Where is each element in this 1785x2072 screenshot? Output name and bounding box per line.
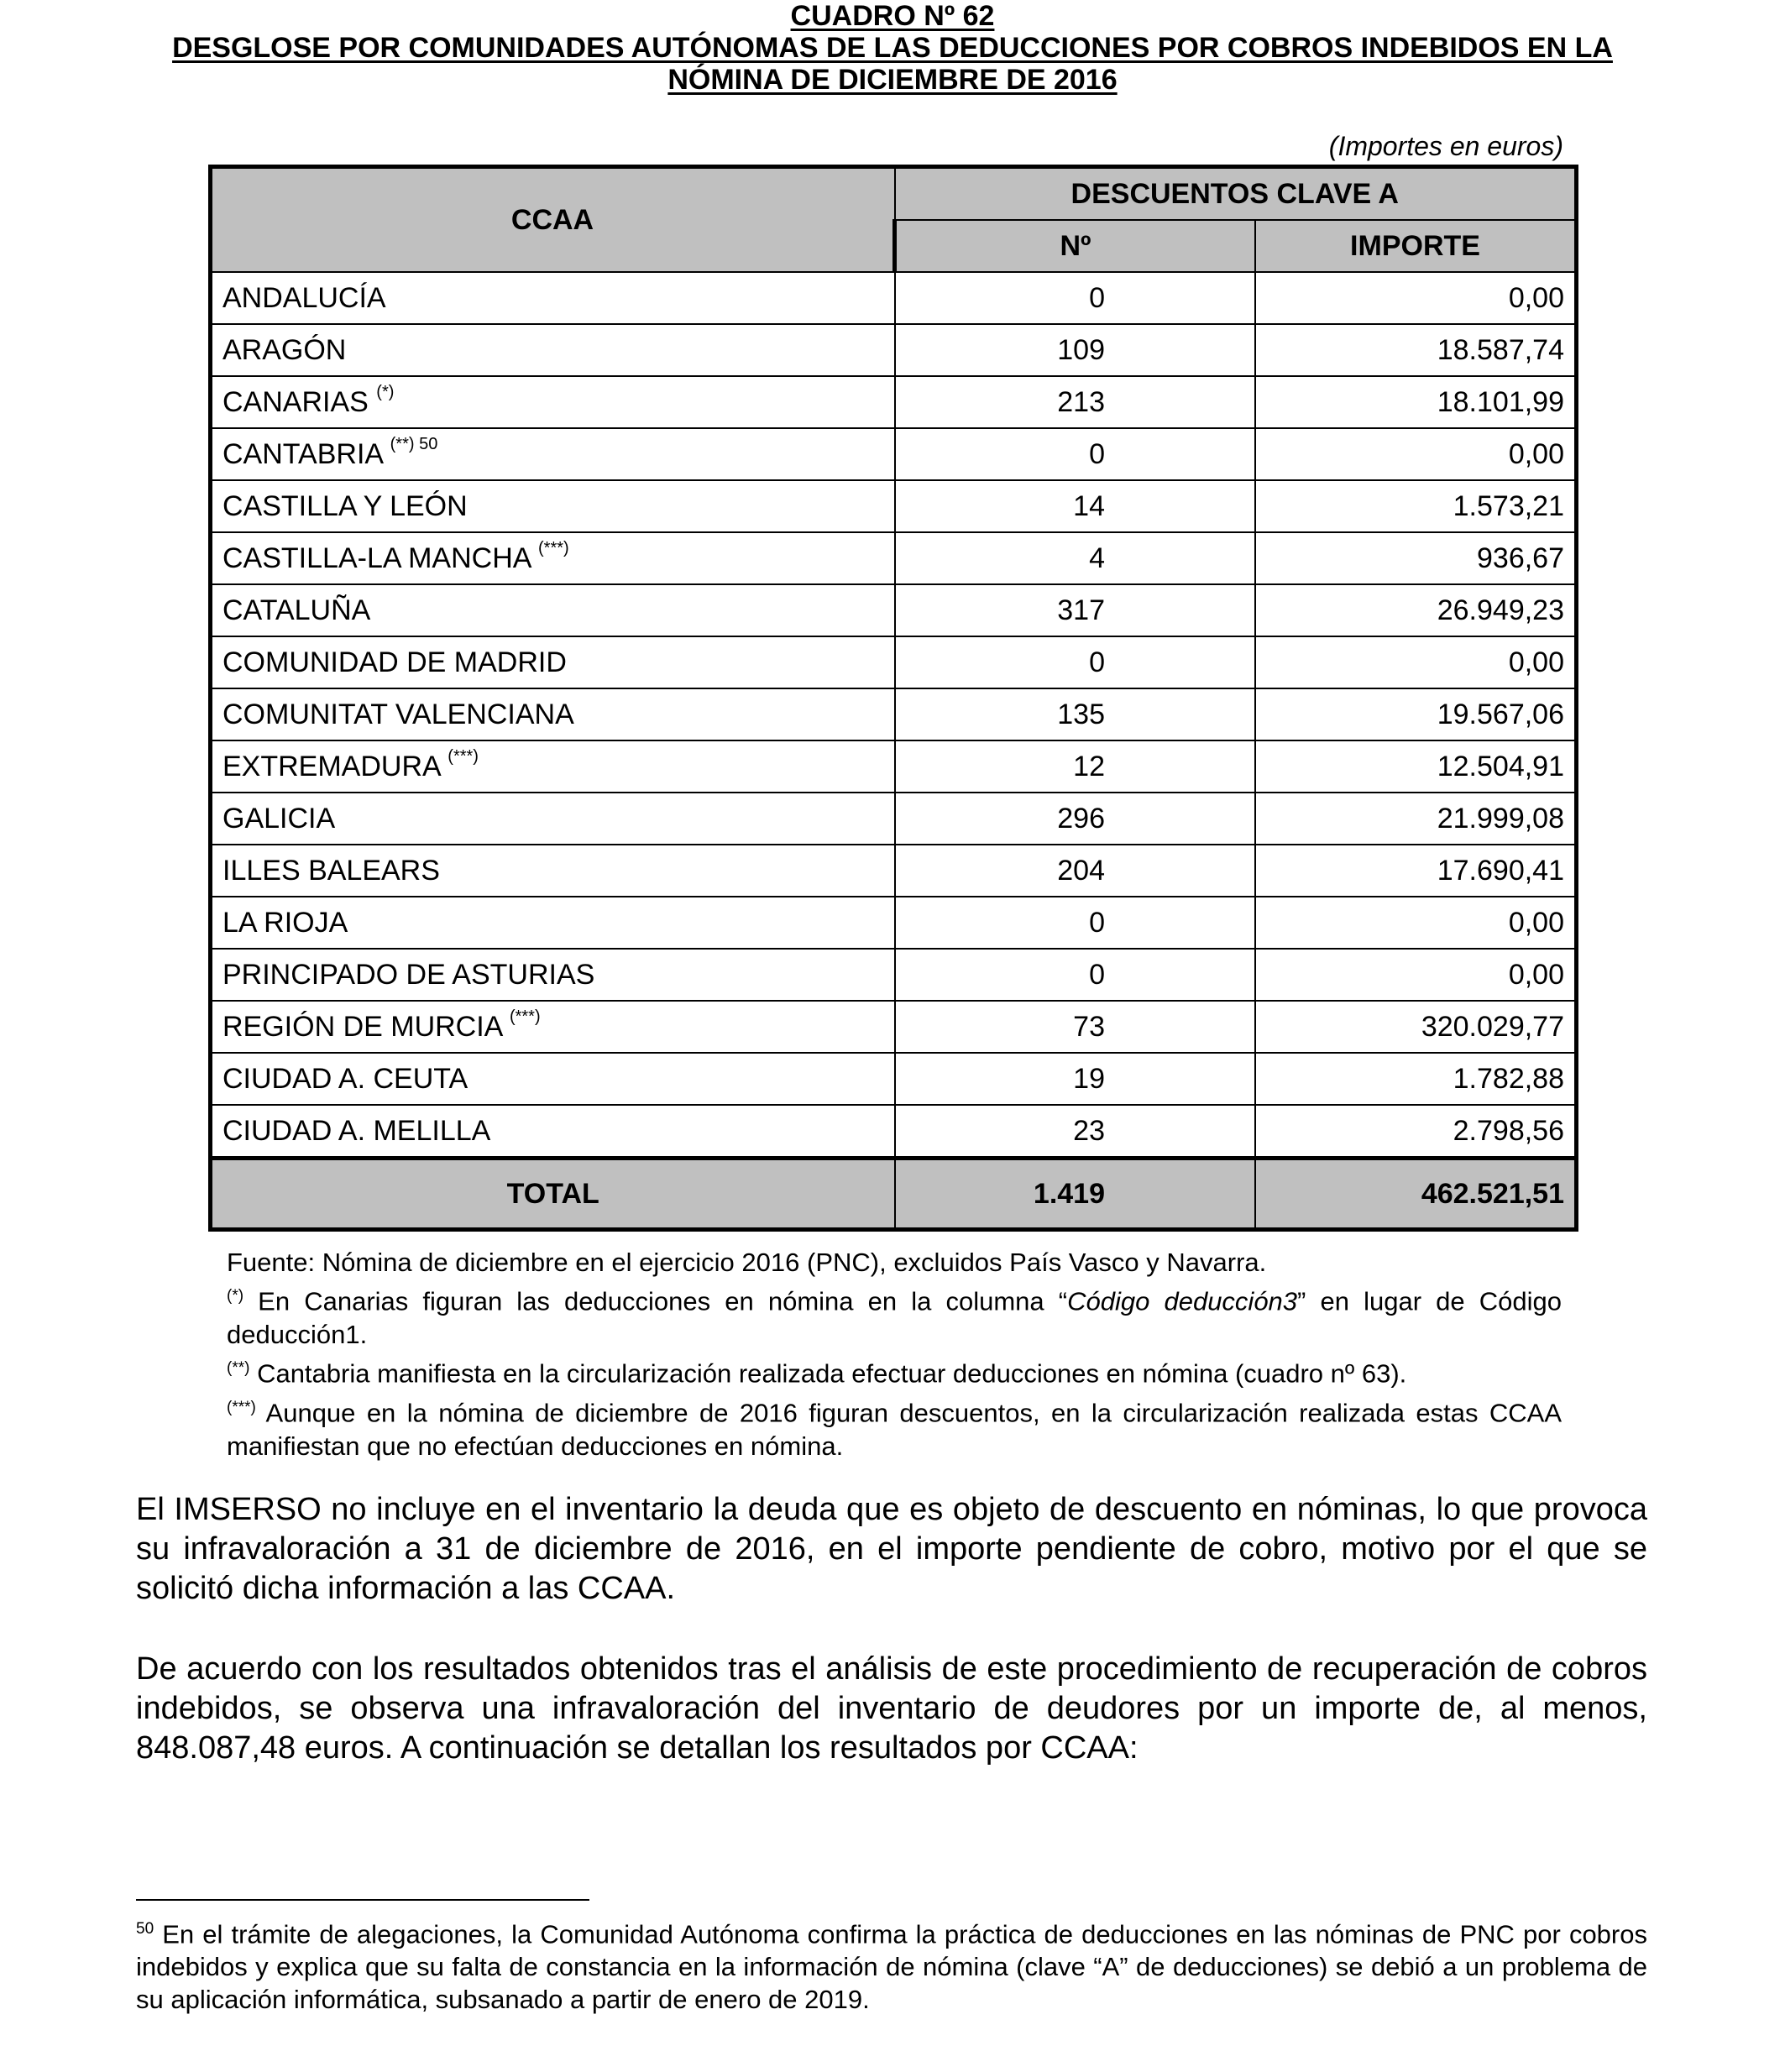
total-n: 1.419 xyxy=(895,1159,1256,1230)
table-row xyxy=(211,897,1577,949)
n-cell: 19 xyxy=(895,1053,1256,1105)
importe-cell: 0,00 xyxy=(1255,428,1577,480)
importe-cell: 0,00 xyxy=(1255,949,1577,1001)
table-row xyxy=(211,428,1577,480)
importe-cell: 26.949,23 xyxy=(1255,584,1577,636)
importe-cell: 320.029,77 xyxy=(1255,1001,1577,1053)
ccaa-name: COMUNITAT VALENCIANA xyxy=(222,698,574,730)
note-mark: (*) xyxy=(227,1287,244,1305)
importe-cell: 21.999,08 xyxy=(1255,793,1577,845)
note-mark: (***) xyxy=(227,1398,256,1416)
note-text: En Canarias figuran las deducciones en nómina en la columna “ xyxy=(243,1286,1068,1316)
note-cantabria xyxy=(227,1352,1562,1390)
ccaa-cell xyxy=(211,324,895,376)
ccaa-name: LA RIOJA xyxy=(222,906,348,939)
body-paragraph-1: El IMSERSO no incluye en el inventario la deuda que es objeto de descuento en nóminas, lo que provoca su infravaloración a 31 de diciembre de 2016, en el importe pendiente de cobro, motivo por el que se solicitó dicha información a las CCAA. xyxy=(136,1492,1647,1606)
total-label: TOTAL xyxy=(211,1159,895,1230)
importe-cell: 1.782,88 xyxy=(1255,1053,1577,1105)
ccaa-name: CATALUÑA xyxy=(222,594,371,626)
table-row xyxy=(211,584,1577,636)
n-cell: 135 xyxy=(895,688,1256,740)
ccaa-name: CASTILLA Y LEÓN xyxy=(222,489,468,522)
ccaa-note-mark: (*) xyxy=(376,383,395,402)
table-title-line-2: NÓMINA DE DICIEMBRE DE 2016 xyxy=(667,64,1118,96)
table-notes xyxy=(227,1246,1562,1463)
table-body xyxy=(211,272,1577,1159)
ccaa-name: ILLES BALEARS xyxy=(222,854,440,887)
importe-cell: 0,00 xyxy=(1255,272,1577,324)
ccaa-cell xyxy=(211,740,895,793)
ccaa-name: ANDALUCÍA xyxy=(222,281,386,314)
table-number: CUADRO Nº 62 xyxy=(790,0,995,32)
n-cell: 0 xyxy=(895,949,1256,1001)
importe-cell: 936,67 xyxy=(1255,532,1577,584)
importe-cell: 18.587,74 xyxy=(1255,324,1577,376)
ccaa-name: COMUNIDAD DE MADRID xyxy=(222,646,567,678)
ccaa-note-mark: (***) xyxy=(448,747,479,767)
n-cell: 109 xyxy=(895,324,1256,376)
ccaa-name: CIUDAD A. CEUTA xyxy=(222,1062,468,1095)
ccaa-name: EXTREMADURA xyxy=(222,750,440,782)
importe-cell: 2.798,56 xyxy=(1255,1105,1577,1159)
n-cell: 0 xyxy=(895,897,1256,949)
n-cell: 23 xyxy=(895,1105,1256,1159)
table-row xyxy=(211,740,1577,793)
ccaa-note-mark: (***) xyxy=(509,1007,541,1027)
ccaa-cell xyxy=(211,636,895,688)
table-row xyxy=(211,688,1577,740)
table-row xyxy=(211,793,1577,845)
table-row xyxy=(211,845,1577,897)
ccaa-cell xyxy=(211,1105,895,1159)
deductions-table xyxy=(208,165,1578,1232)
ccaa-name: CANTABRIA xyxy=(222,437,383,470)
footnote-number: 50 xyxy=(136,1920,154,1938)
n-cell: 0 xyxy=(895,636,1256,688)
units-note: (Importes en euros) xyxy=(1328,131,1563,161)
ccaa-cell xyxy=(211,532,895,584)
ccaa-cell xyxy=(211,897,895,949)
table-row xyxy=(211,949,1577,1001)
ccaa-name: CASTILLA-LA MANCHA xyxy=(222,542,531,574)
ccaa-cell xyxy=(211,1053,895,1105)
table-title-line-1: DESGLOSE POR COMUNIDADES AUTÓNOMAS DE LAS DEDUCCIONES POR COBROS INDEBIDOS EN LA xyxy=(172,32,1613,64)
note-text: ” en lugar de Código deducción1. xyxy=(227,1286,1562,1350)
ccaa-cell xyxy=(211,480,895,532)
table-row xyxy=(211,1053,1577,1105)
note-canarias xyxy=(227,1279,1562,1352)
ccaa-name: GALICIA xyxy=(222,802,336,835)
n-cell: 4 xyxy=(895,532,1256,584)
total-importe: 462.521,51 xyxy=(1255,1159,1577,1230)
header-ccaa: CCAA xyxy=(211,167,895,273)
ccaa-name: CANARIAS xyxy=(222,385,369,418)
ccaa-name: REGIÓN DE MURCIA xyxy=(222,1010,502,1043)
table-row xyxy=(211,324,1577,376)
ccaa-cell xyxy=(211,793,895,845)
n-cell: 204 xyxy=(895,845,1256,897)
note-mark: (**) xyxy=(227,1359,250,1378)
ccaa-note-mark: (***) xyxy=(538,539,569,558)
n-cell: 14 xyxy=(895,480,1256,532)
footnote-text: En el trámite de alegaciones, la Comunidad Autónoma confirma la práctica de deducciones en las nóminas de PNC por cobros indebidos y explica que su falta de constancia en la información de nómina (clave “A” de deducciones) se debió a un problema de su aplicación informática, subsanado a partir de enero de 2019. xyxy=(136,1919,1647,2015)
footnote-separator xyxy=(136,1899,589,1901)
ccaa-cell xyxy=(211,376,895,428)
n-cell: 213 xyxy=(895,376,1256,428)
body-paragraph-2: De acuerdo con los resultados obtenidos tras el análisis de este procedimiento de recuperación de cobros indebidos, se observa una infravaloración del inventario de deudores por un importe de, al menos, 848.087,48 euros. A continuación se detallan los resultados por CCAA: xyxy=(136,1651,1647,1766)
ccaa-cell xyxy=(211,845,895,897)
ccaa-cell xyxy=(211,272,895,324)
ccaa-name: PRINCIPADO DE ASTURIAS xyxy=(222,958,595,991)
n-cell: 0 xyxy=(895,428,1256,480)
table-row xyxy=(211,636,1577,688)
importe-cell: 17.690,41 xyxy=(1255,845,1577,897)
ccaa-cell xyxy=(211,584,895,636)
note-text: Aunque en la nómina de diciembre de 2016 figuran descuentos, en la circularización realizada estas CCAA manifiestan que no efectúan deducciones en nómina. xyxy=(227,1397,1562,1461)
importe-cell: 0,00 xyxy=(1255,636,1577,688)
table-row xyxy=(211,1105,1577,1159)
table-row xyxy=(211,376,1577,428)
ccaa-note-mark: (**) 50 xyxy=(390,435,438,454)
importe-cell: 18.101,99 xyxy=(1255,376,1577,428)
table-row xyxy=(211,272,1577,324)
n-cell: 12 xyxy=(895,740,1256,793)
note-descuentos xyxy=(227,1391,1562,1463)
ccaa-cell xyxy=(211,428,895,480)
header-descuentos-clave-a: DESCUENTOS CLAVE A xyxy=(895,167,1577,221)
table-row xyxy=(211,532,1577,584)
importe-cell: 12.504,91 xyxy=(1255,740,1577,793)
table-title-block xyxy=(0,0,1785,96)
importe-cell: 19.567,06 xyxy=(1255,688,1577,740)
ccaa-name: CIUDAD A. MELILLA xyxy=(222,1114,491,1147)
ccaa-cell xyxy=(211,1001,895,1053)
importe-cell: 1.573,21 xyxy=(1255,480,1577,532)
n-cell: 73 xyxy=(895,1001,1256,1053)
n-cell: 317 xyxy=(895,584,1256,636)
n-cell: 0 xyxy=(895,272,1256,324)
n-cell: 296 xyxy=(895,793,1256,845)
footnote-50 xyxy=(136,1912,1647,2016)
table-row xyxy=(211,1001,1577,1053)
ccaa-cell xyxy=(211,949,895,1001)
note-text: Cantabria manifiesta en la circularización realizada efectuar deducciones en nómina (cuadro nº 63). xyxy=(249,1358,1407,1389)
source-note: Fuente: Nómina de diciembre en el ejercicio 2016 (PNC), excluidos País Vasco y Navarra. xyxy=(227,1248,1267,1277)
table-row xyxy=(211,480,1577,532)
header-n: Nº xyxy=(895,220,1256,272)
ccaa-name: ARAGÓN xyxy=(222,333,347,366)
header-importe: IMPORTE xyxy=(1255,220,1577,272)
ccaa-cell xyxy=(211,688,895,740)
total-row xyxy=(211,1159,1577,1230)
importe-cell: 0,00 xyxy=(1255,897,1577,949)
note-italic-text: Código deducción3 xyxy=(1067,1286,1298,1316)
